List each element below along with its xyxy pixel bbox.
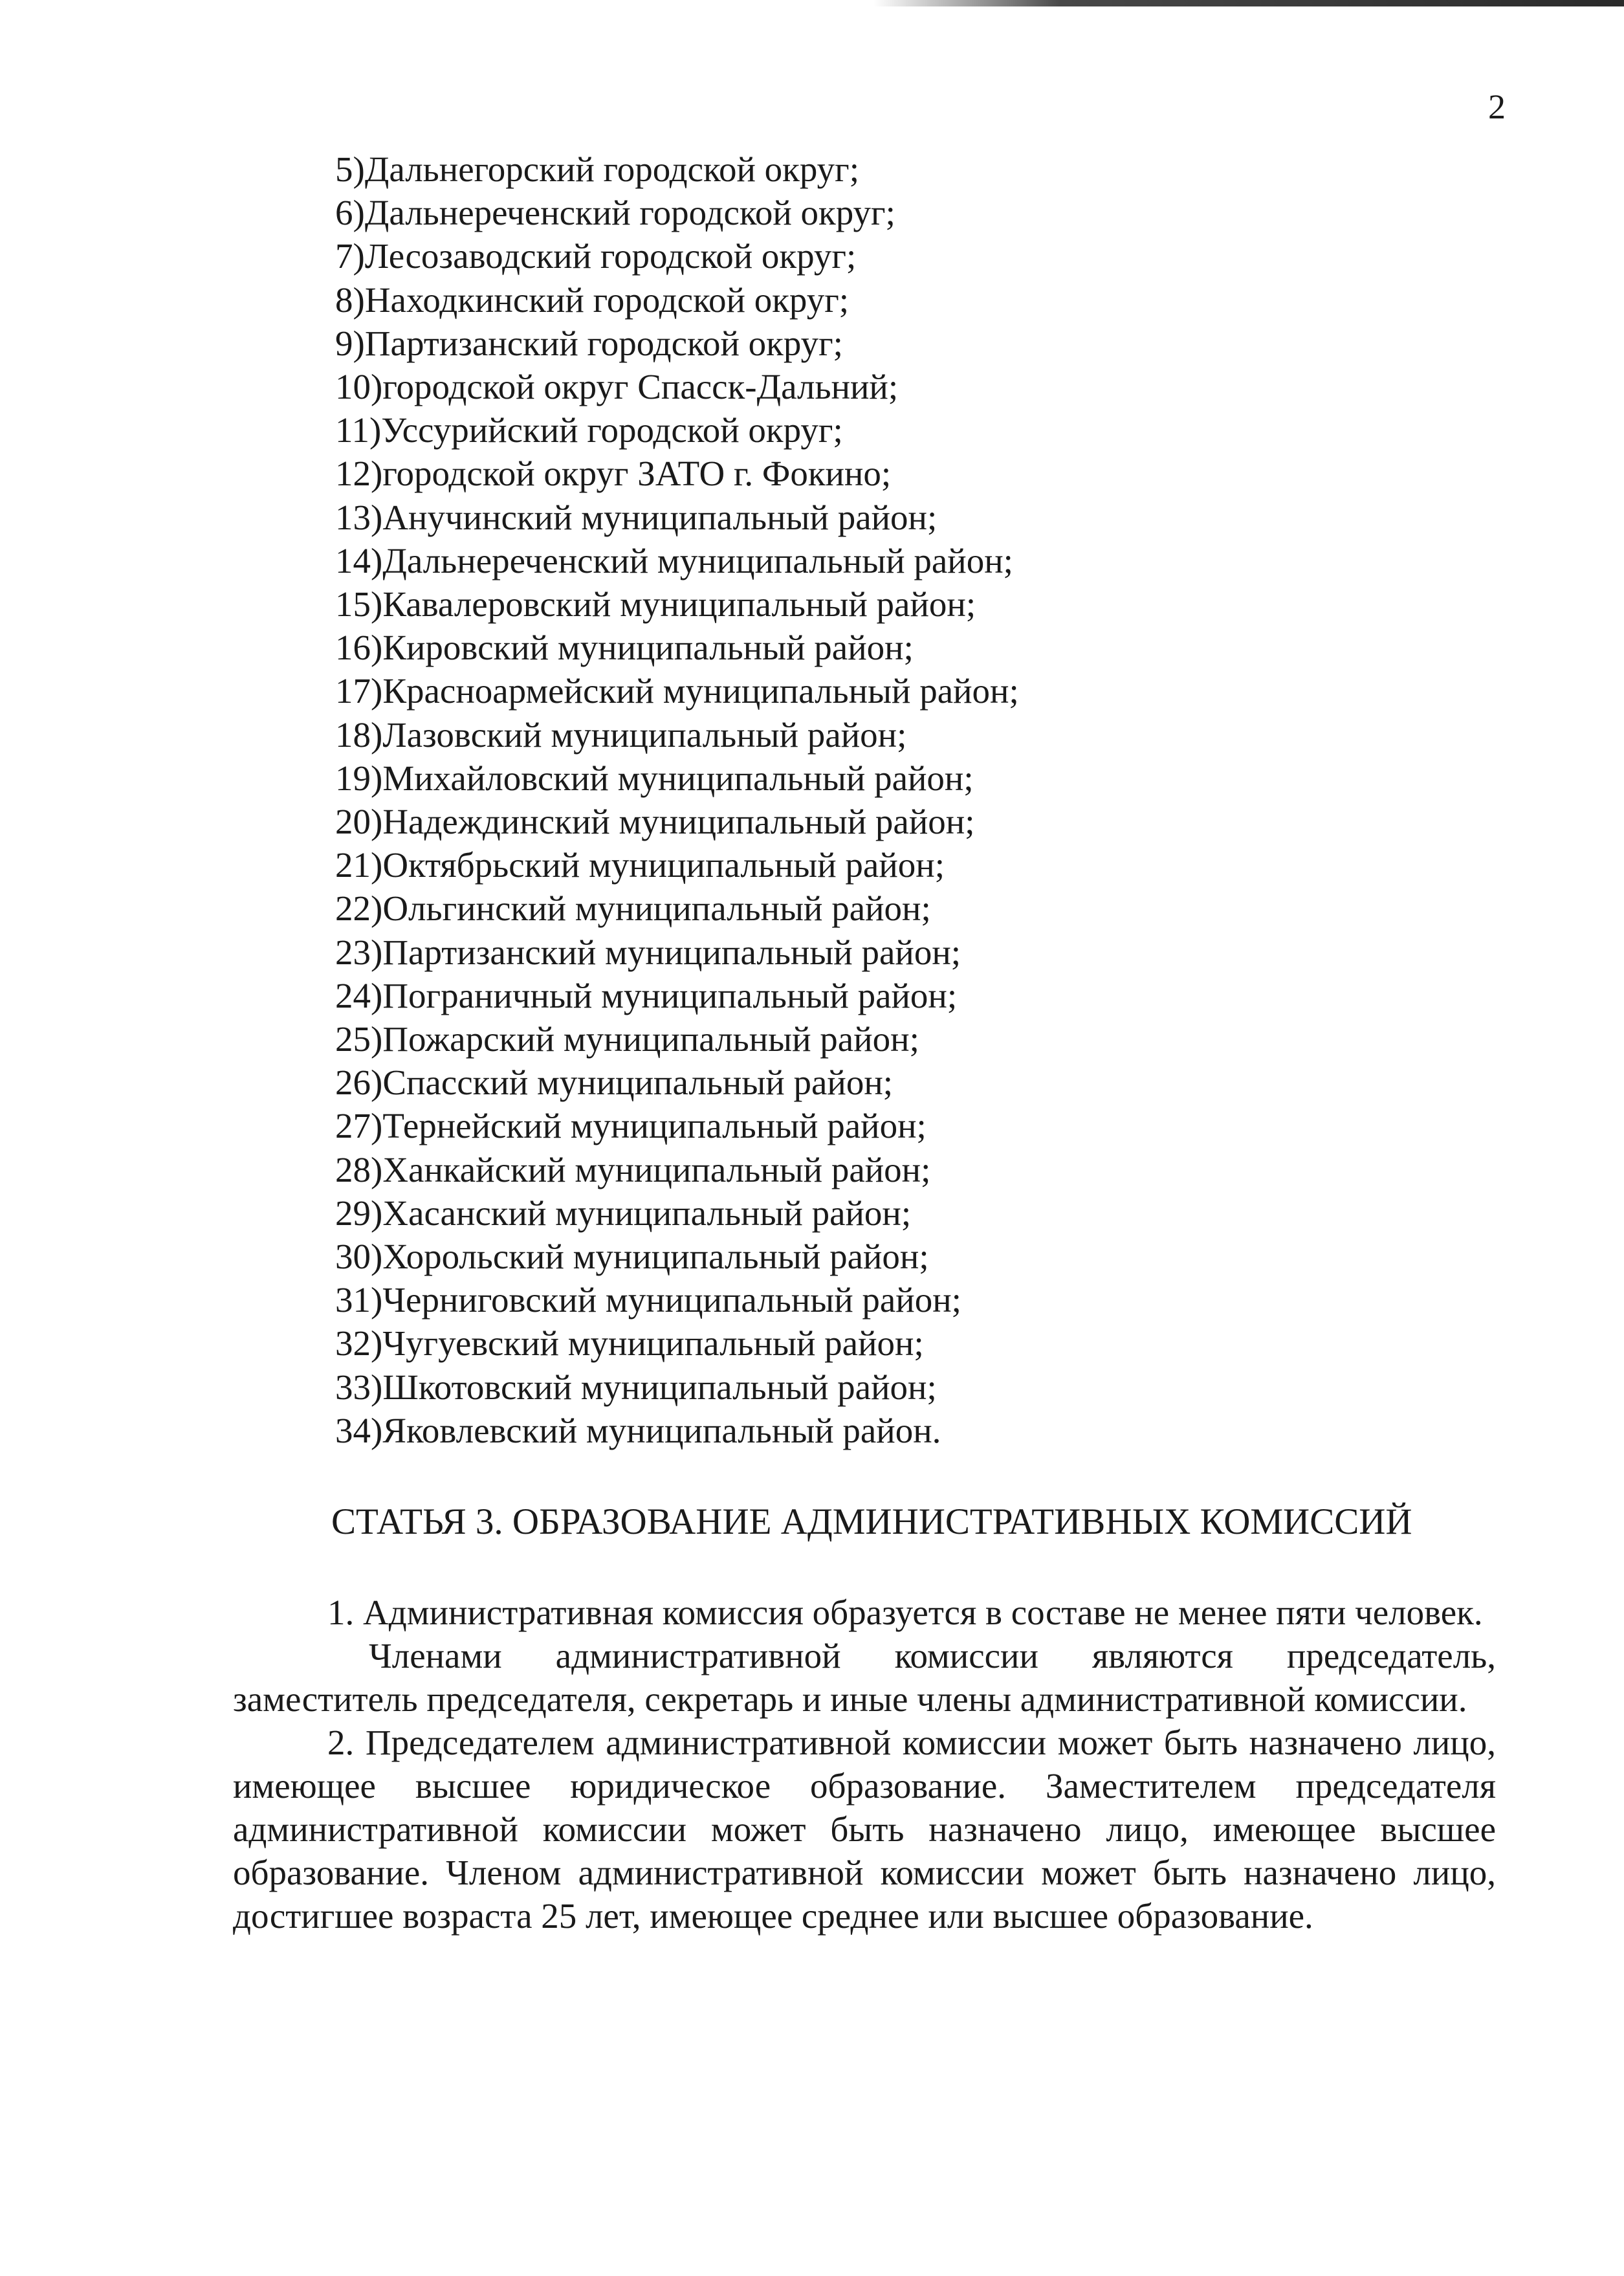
list-item: 12)городской округ ЗАТО г. Фокино; [335,454,892,494]
list-item: 29)Хасанский муниципальный район; [335,1193,912,1233]
list-item: 32)Чугуевский муниципальный район; [335,1323,924,1364]
article-paragraph: 2. Председателем административной комиссии может быть назначено лицо, имеющее высшее юридическое образование. Заместителем председателя административной комиссии может быть назначено лицо, имеющее высшее образование. Членом административной комиссии может быть назначено лицо, достигшее возраста 25 лет, имеющее среднее или высшее образование. [233,1723,1496,1936]
article-body [233,1591,1496,1938]
list-item: 21)Октябрьский муниципальный район; [335,845,945,885]
list-item: 14)Дальнереченский муниципальный район; [335,540,1013,580]
list-item: 28)Ханкайский муниципальный район; [335,1149,931,1189]
list-item: 18)Лазовский муниципальный район; [335,714,907,755]
list-item: 7)Лесозаводский городской округ; [335,236,857,276]
list-item: 23)Партизанский муниципальный район; [335,932,961,972]
list-item: 9)Партизанский городской округ; [335,323,843,363]
list-item: 13)Анучинский муниципальный район; [335,497,938,537]
list-item: 30)Хорольский муниципальный район; [335,1237,929,1277]
list-item: 24)Пограничный муниципальный район; [335,975,958,1015]
list-item: 17)Красноармейский муниципальный район; [335,671,1019,711]
list-item: 5)Дальнегорский городской округ; [335,149,859,189]
article-paragraph: 1. Административная комиссия образуется в составе не менее пяти человек. [327,1593,1483,1632]
list-item: 20)Надеждинский муниципальный район; [335,802,975,842]
list-item: 16)Кировский муниципальный район; [335,628,914,668]
article-heading: СТАТЬЯ 3. ОБРАЗОВАНИЕ АДМИНИСТРАТИВНЫХ КОМИССИЙ [331,1501,1412,1542]
scan-edge-mark [873,0,1624,6]
list-item: 27)Тернейский муниципальный район; [335,1106,927,1146]
list-item: 11)Уссурийский городской округ; [335,410,843,450]
page-number: 2 [1488,87,1506,126]
list-item: 10)городской округ Спасск-Дальний; [335,367,899,407]
list-item: 8)Находкинский городской округ; [335,280,850,320]
list-item: 6)Дальнереченский городской округ; [335,193,895,233]
list-item: 26)Спасский муниципальный район; [335,1063,894,1103]
article-paragraph: Членами административной комиссии являются председатель, заместитель председателя, секретарь и иные члены административной комиссии. [233,1636,1496,1719]
list-item: 19)Михайловский муниципальный район; [335,758,974,798]
list-item: 33)Шкотовский муниципальный район; [335,1367,937,1407]
list-item: 34)Яковлевский муниципальный район. [335,1410,941,1450]
municipality-list [335,148,1019,1452]
list-item: 25)Пожарский муниципальный район; [335,1019,919,1059]
list-item: 15)Кавалеровский муниципальный район; [335,584,976,624]
list-item: 31)Черниговский муниципальный район; [335,1280,961,1320]
list-item: 22)Ольгинский муниципальный район; [335,889,931,929]
